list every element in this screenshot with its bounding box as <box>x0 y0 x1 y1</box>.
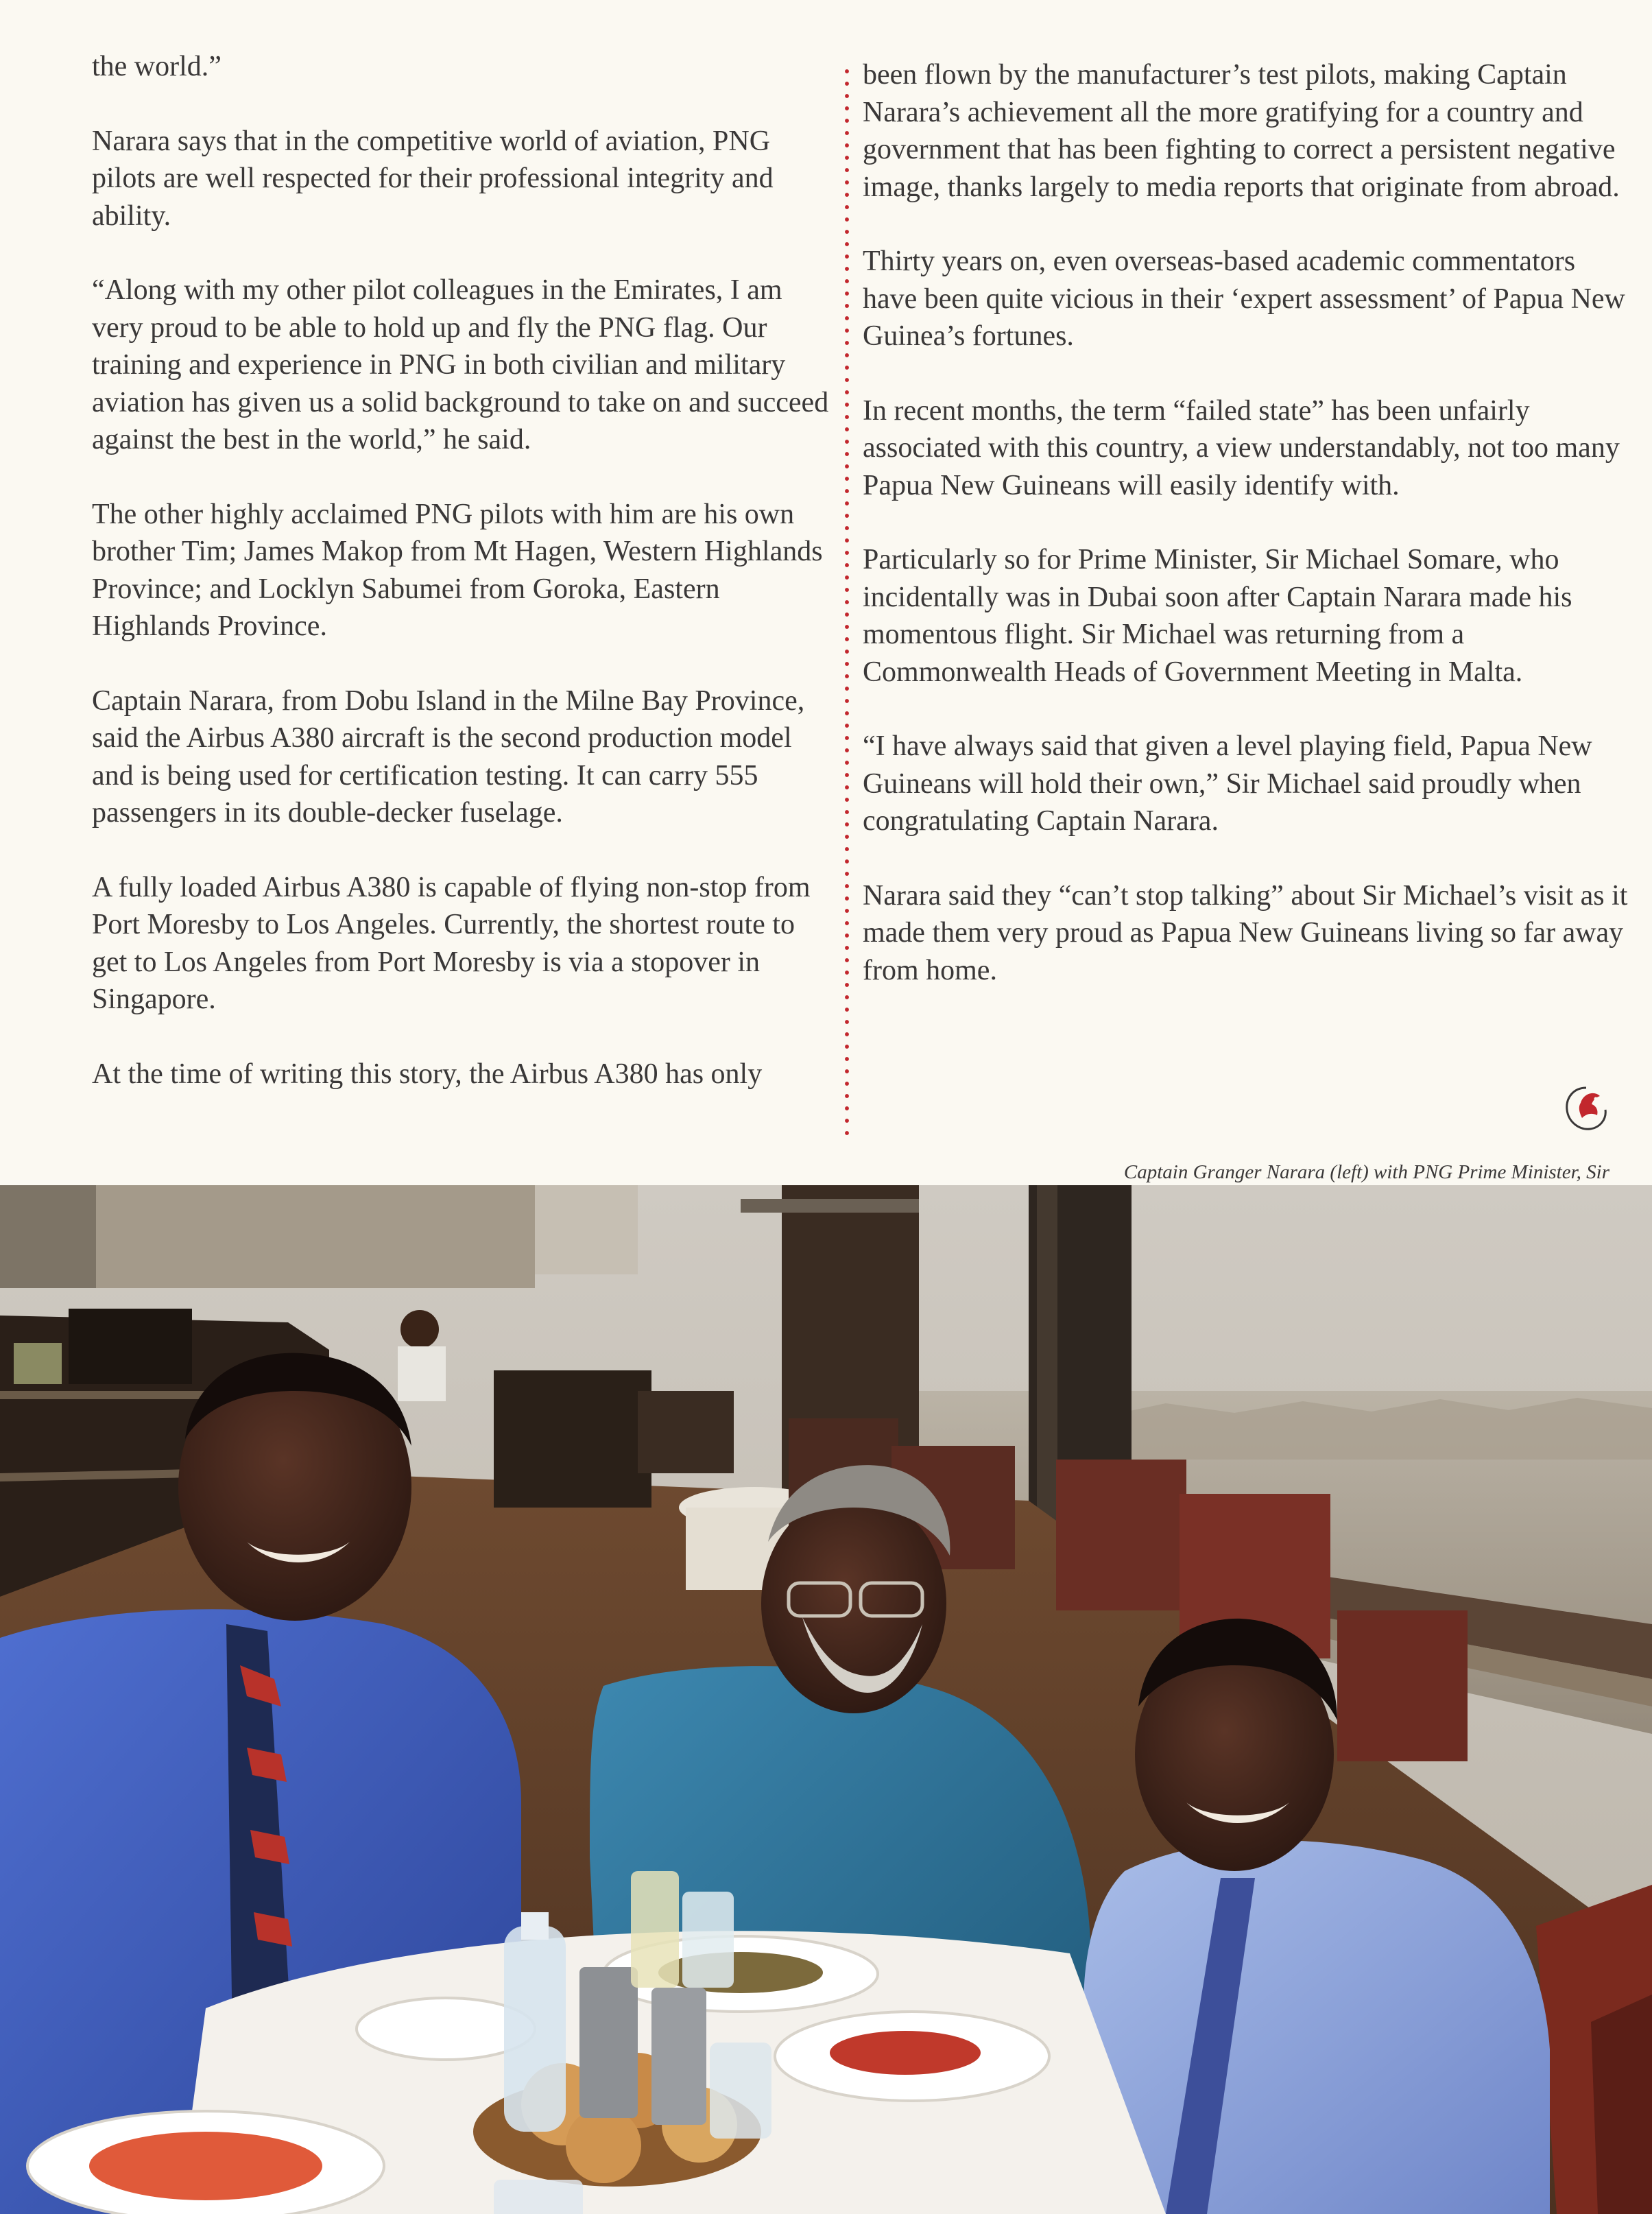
paragraph: A fully loaded Airbus A380 is capable of flying non-stop from Port Moresby to Los Angeles. Currently, the shortest route to get to Los Angeles from Port Moresby is via a stopover in Singapore. <box>92 871 811 1015</box>
paragraph: Particularly so for Prime Minister, Sir Michael Somare, who incidentally was in Dubai soon after Captain Narara made his momentous flight. Sir Michael was returning from a Commonwealth Heads of Government Meeting in Malta. <box>863 544 1572 688</box>
paragraph: Narara says that in the competitive world of aviation, PNG pilots are well respected for their professional integrity and ability. <box>92 125 774 232</box>
column-divider <box>844 65 850 1135</box>
paragraph: In recent months, the term “failed state” has been unfairly associated with this country, a view understandably, not too many Papua New Guineans will easily identify with. <box>863 394 1620 501</box>
article-column-right <box>863 56 1631 1026</box>
paragraph: “I have always said that given a level playing field, Papua New Guineans will hold their own,” Sir Michael said proudly when congratulating Captain Narara. <box>863 730 1592 837</box>
paragraph: “Along with my other pilot colleagues in the Emirates, I am very proud to be able to hold up and fly the PNG flag. Our training and experience in PNG in both civilian and military aviation has given us a solid background to take on and succeed against the best in the world,” he said. <box>92 274 829 455</box>
bird-of-paradise-end-icon <box>1560 1082 1612 1134</box>
paragraph: At the time of writing this story, the Airbus A380 has only <box>92 1058 763 1090</box>
paragraph: Captain Narara, from Dobu Island in the Milne Bay Province, said the Airbus A380 aircraft is the second production model and is being used for certification testing. It can carry 555 passengers in its double-decker fuselage. <box>92 685 805 829</box>
paragraph: Thirty years on, even overseas-based academic commentators have been quite vicious in their ‘expert assessment’ of Papua New Guinea’s fortunes. <box>863 246 1625 352</box>
paragraph: The other highly acclaimed PNG pilots with him are his own brother Tim; James Makop from Mt Hagen, Western Highlands Province; and Locklyn Sabumei from Goroka, Eastern Highlands Province. <box>92 498 823 642</box>
article-column-left <box>92 48 836 1130</box>
paragraph: the world.” <box>92 51 222 82</box>
paragraph: been flown by the manufacturer’s test pilots, making Captain Narara’s achievement all the more gratifying for a country and government that has been fighting to correct a persistent negative image, thanks largely to media reports that originate from abroad. <box>863 59 1620 203</box>
paragraph: Narara said they “can’t stop talking” about Sir Michael’s visit as it made them very proud as Papua New Guineans living so far away from home. <box>863 879 1628 986</box>
photo-caption: Captain Granger Narara (left) with PNG Prime Minister, Sir <box>1123 1161 1609 1183</box>
restaurant-photo <box>0 1185 1652 2214</box>
